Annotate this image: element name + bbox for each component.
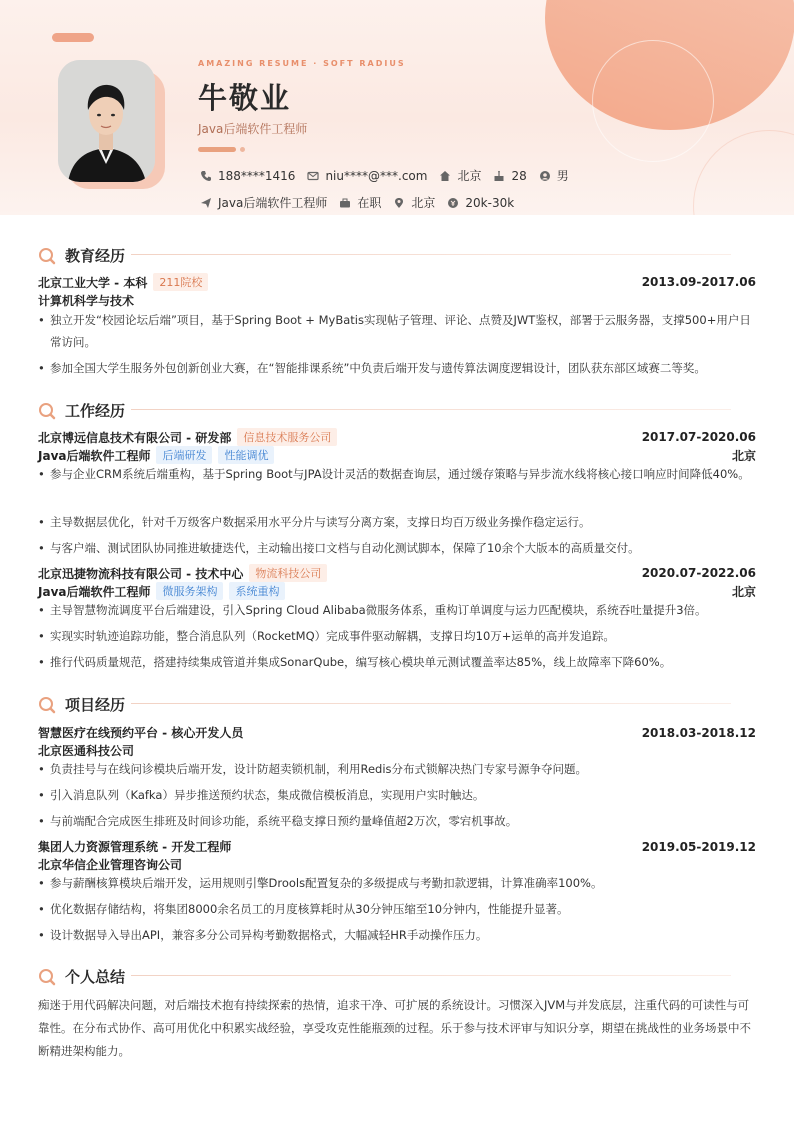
job-date: 2020.07-2022.06 <box>641 566 756 580</box>
project-entry-header <box>38 724 756 741</box>
section-icon <box>38 696 56 714</box>
project-date: 2019.05-2019.12 <box>641 839 756 854</box>
status-item <box>339 194 381 211</box>
section-divider <box>131 409 731 410</box>
summary-section-header <box>38 966 125 987</box>
role-tag: 后端研发 <box>156 446 212 464</box>
section-title: 个人总结 <box>65 968 126 986</box>
company-tag: 物流科技公司 <box>249 564 327 582</box>
briefcase-icon <box>339 197 351 209</box>
projects-section-header <box>38 694 125 715</box>
list-item: • 引入消息队列（Kafka）异步推送预约状态，集成微信模板消息，实现用户实时触达。 <box>38 784 760 807</box>
company-name: 北京迅捷物流科技有限公司 - 技术中心 <box>38 566 244 581</box>
section-divider <box>131 254 731 255</box>
section-title: 工作经历 <box>65 402 126 420</box>
money-icon <box>447 197 459 209</box>
job-role-row <box>38 582 756 600</box>
project-name: 集团人力资源管理系统 - 开发工程师 <box>38 840 232 854</box>
section-title: 项目经历 <box>65 696 126 714</box>
job-role: Java后端软件工程师 <box>38 448 151 463</box>
job-date: 2017.07-2020.06 <box>641 430 756 444</box>
section-divider <box>131 975 731 976</box>
mail-icon <box>307 170 319 182</box>
age-item <box>493 169 526 183</box>
header-tagline: AMAZING RESUME · SOFT RADIUS <box>198 59 406 68</box>
work-section-header <box>38 400 125 421</box>
city-item <box>439 167 481 184</box>
summary-text: 痴迷于用代码解决问题，对后端技术抱有持续探索的热情，追求干净、可扩展的系统设计。习惯深入JVM与并发底层，注重代码的可读性与可靠性。在分布式协作、高可用优化中积累实战经验，享受攻克性能瓶颈的过程。乐于参与技术评审与知识分享，期望在挑战性的业务场景中不断精进架构能力。 <box>38 998 751 1058</box>
list-item: • 优化数据存储结构，将集团8000余名员工的月度核算耗时从30分钟压缩至10分钟内，性能提升显著。 <box>38 898 760 921</box>
decorative-ring <box>592 40 714 162</box>
list-item: • 与前端配合完成医生排班及时间诊功能，系统平稳支撑日预约量峰值超2万次，零宕机事故。 <box>38 810 760 833</box>
role-tag: 系统重构 <box>229 582 285 600</box>
decorative-ring <box>693 130 794 215</box>
salary-text: 20k-30k <box>465 195 515 210</box>
section-icon <box>38 968 56 986</box>
cake-icon <box>493 170 505 182</box>
phone-text: 188****1416 <box>218 168 296 183</box>
person-icon <box>539 170 551 182</box>
project-company: 北京医通科技公司 <box>38 744 135 758</box>
company-name: 北京博远信息技术有限公司 - 研发部 <box>38 430 232 445</box>
list-item: • 与客户端、测试团队协同推进敏捷迭代，主动输出接口文档与自动化测试脚本，保障了10余个大版本的高质量交付。 <box>38 537 760 560</box>
school-name: 北京工业大学 - 本科 <box>38 275 148 290</box>
project-name: 智慧医疗在线预约平台 - 核心开发人员 <box>38 726 244 740</box>
list-item: • 负责挂号与在线问诊模块后端开发，设计防超卖锁机制，利用Redis分布式锁解决热门专家号源争夺问题。 <box>38 758 760 781</box>
list-item: • 参与企业CRM系统后端重构，基于Spring Boot与JPA设计灵活的数据查询层，通过缓存策略与异步流水线将核心接口响应时间降低40%。 <box>38 463 760 485</box>
phone-icon <box>200 170 212 182</box>
job-role-row <box>38 446 756 464</box>
email-text: niu****@***.com <box>325 168 428 183</box>
decorative-bar <box>198 147 236 152</box>
decorative-bar <box>52 33 94 42</box>
decorative-dot <box>240 147 245 152</box>
list-item: • 独立开发“校园论坛后端”项目，基于Spring Boot + MyBatis实现帖子管理、评论、点赞及JWT鉴权，部署于云服务器，支撑500+用户日常访问。 <box>38 309 760 353</box>
home-icon <box>439 170 451 182</box>
list-item: • 设计数据导入导出API，兼容多分公司异构考勤数据格式，大幅减轻HR手动操作压力。 <box>38 924 760 947</box>
job-entry-header <box>38 428 756 446</box>
target-role-item <box>200 194 327 211</box>
location-icon <box>393 197 405 209</box>
candidate-title: Java后端软件工程师 <box>198 122 308 136</box>
school-tag: 211院校 <box>153 273 208 291</box>
project-entry-header <box>38 838 756 855</box>
section-title: 教育经历 <box>65 247 126 265</box>
status-text: 在职 <box>357 196 382 210</box>
project-date: 2018.03-2018.12 <box>641 725 756 740</box>
job-info-row <box>200 194 526 211</box>
company-tag: 信息技术服务公司 <box>237 428 337 446</box>
email-item <box>307 169 427 183</box>
send-icon <box>200 197 212 209</box>
section-divider <box>131 703 731 704</box>
education-entry-header <box>38 273 756 291</box>
gender-item <box>539 167 569 184</box>
section-icon <box>38 247 56 265</box>
section-icon <box>38 402 56 420</box>
avatar <box>58 60 155 182</box>
city-text: 北京 <box>457 169 482 183</box>
role-tag: 性能调优 <box>218 446 274 464</box>
list-item: • 实现实时轨迹追踪功能，整合消息队列（RocketMQ）完成事件驱动解耦，支撑日均10万+运单的高并发追踪。 <box>38 625 760 648</box>
list-item: • 推行代码质量规范，搭建持续集成管道并集成SonarQube，编写核心模块单元测试覆盖率达85%，线上故障率下降60%。 <box>38 651 760 674</box>
job-role: Java后端软件工程师 <box>38 584 151 599</box>
education-date: 2013.09-2017.06 <box>641 275 756 289</box>
candidate-name: 牛敬业 <box>198 81 292 115</box>
age-text: 28 <box>511 168 527 183</box>
gender-text: 男 <box>556 169 569 183</box>
job-location: 北京 <box>731 448 756 463</box>
target-role-text: Java后端软件工程师 <box>218 196 328 210</box>
phone-item <box>200 169 295 183</box>
list-item: • 主导智慧物流调度平台后端建设，引入Spring Cloud Alibaba微服务体系，重构订单调度与运力匹配模块，系统吞吐量提升3倍。 <box>38 599 760 622</box>
list-item: • 参加全国大学生服务外包创新创业大赛，在“智能排课系统”中负责后端开发与遗传算法调度逻辑设计，团队获东部区域赛二等奖。 <box>38 357 760 380</box>
job-entry-header <box>38 564 756 582</box>
education-section-header <box>38 245 125 266</box>
resume-header <box>0 0 794 215</box>
role-tag: 微服务架构 <box>156 582 223 600</box>
project-company: 北京华信企业管理咨询公司 <box>38 858 183 872</box>
target-city-text: 北京 <box>411 196 436 210</box>
target-city-item <box>393 194 435 211</box>
salary-item <box>447 196 514 210</box>
list-item: • 主导数据层优化，针对千万级客户数据采用水平分片与读写分离方案，支撑日均百万级业务操作稳定运行。 <box>38 511 760 534</box>
contact-info-row <box>200 167 581 184</box>
major: 计算机科学与技术 <box>38 294 135 308</box>
list-item: • 参与薪酬核算模块后端开发，运用规则引擎Drools配置复杂的多级提成与考勤扣款逻辑，计算准确率100%。 <box>38 872 760 895</box>
job-location: 北京 <box>731 584 756 599</box>
